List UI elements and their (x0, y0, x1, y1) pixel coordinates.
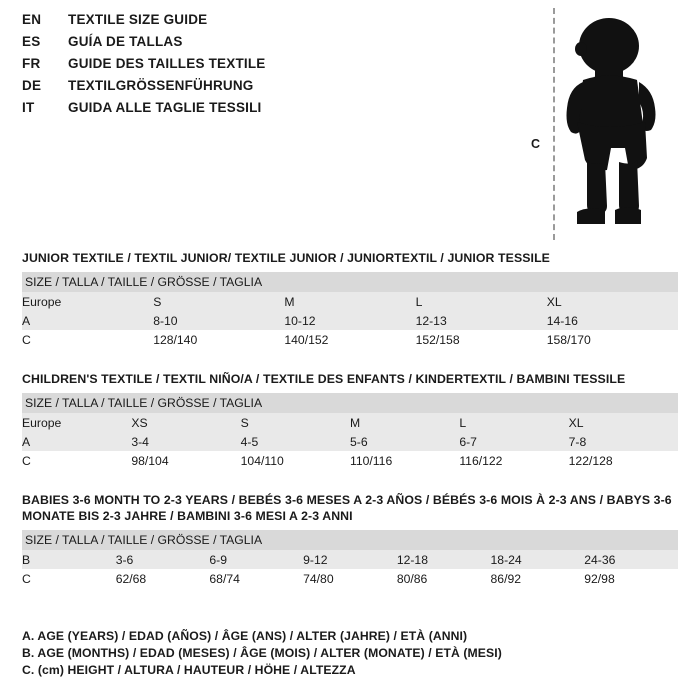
column-size: M (284, 292, 415, 311)
cell-value: 6-9 (209, 550, 303, 569)
table-header-row (22, 393, 678, 413)
cell-value: 5-6 (350, 432, 459, 451)
cell-value: 104/110 (241, 451, 350, 470)
table-row (22, 550, 678, 569)
cell-value: 12-13 (416, 311, 547, 330)
table-column-row (22, 292, 678, 311)
cell-value: 24-36 (584, 550, 678, 569)
cell-value: 7-8 (569, 432, 678, 451)
table-row (22, 330, 678, 349)
cell-value: 14-16 (547, 311, 678, 330)
cell-value: 6-7 (459, 432, 568, 451)
babies-size-table (22, 530, 678, 588)
size-header-label: SIZE / TALLA / TAILLE / GRÖSSE / TAGLIA (22, 530, 678, 550)
junior-size-table (22, 272, 678, 349)
legend-line-a: A. AGE (YEARS) / EDAD (AÑOS) / ÂGE (ANS) / ALTER (JAHRE) / ETÀ (ANNI) (22, 629, 468, 643)
column-header-label: Europe (22, 413, 131, 432)
cell-value: 74/80 (303, 569, 397, 588)
language-row (22, 56, 492, 78)
row-label: C (22, 330, 153, 349)
language-code: ES (22, 34, 41, 49)
cell-value: 8-10 (153, 311, 284, 330)
legend-line-c: C. (cm) HEIGHT / ALTURA / HAUTEUR / HÖHE / ALTEZZA (22, 663, 356, 677)
table-column-row (22, 413, 678, 432)
language-code: DE (22, 78, 42, 93)
column-size: XL (547, 292, 678, 311)
language-row (22, 12, 492, 34)
language-code: IT (22, 100, 35, 115)
section-children (22, 371, 678, 470)
height-figure (505, 8, 690, 240)
language-code: FR (22, 56, 41, 71)
cell-value: 68/74 (209, 569, 303, 588)
cell-value: 92/98 (584, 569, 678, 588)
cell-value: 152/158 (416, 330, 547, 349)
legend-line-b: B. AGE (MONTHS) / EDAD (MESES) / ÂGE (MOIS) / ALTER (MONATE) / ETÀ (MESI) (22, 646, 502, 660)
table-row (22, 311, 678, 330)
cell-value: 110/116 (350, 451, 459, 470)
language-title: TEXTILGRÖSSENFÜHRUNG (68, 78, 254, 93)
table-header-row (22, 530, 678, 550)
cell-value: 98/104 (131, 451, 240, 470)
cell-value: 116/122 (459, 451, 568, 470)
table-row (22, 432, 678, 451)
row-label: C (22, 451, 131, 470)
cell-value: 4-5 (241, 432, 350, 451)
cell-value: 80/86 (397, 569, 491, 588)
section-junior (22, 250, 678, 349)
language-title: TEXTILE SIZE GUIDE (68, 12, 208, 27)
row-label: B (22, 550, 116, 569)
cell-value: 3-4 (131, 432, 240, 451)
cell-value: 12-18 (397, 550, 491, 569)
cell-value: 158/170 (547, 330, 678, 349)
children-size-table (22, 393, 678, 470)
language-row (22, 34, 492, 56)
cell-value: 62/68 (116, 569, 210, 588)
column-size: S (241, 413, 350, 432)
size-header-label: SIZE / TALLA / TAILLE / GRÖSSE / TAGLIA (22, 272, 678, 292)
cell-value: 86/92 (491, 569, 585, 588)
cell-value: 128/140 (153, 330, 284, 349)
table-header-row (22, 272, 678, 292)
cell-value: 9-12 (303, 550, 397, 569)
cell-value: 10-12 (284, 311, 415, 330)
language-title: GUIDE DES TAILLES TEXTILE (68, 56, 266, 71)
row-label: C (22, 569, 116, 588)
section-title: BABIES 3-6 MONTH TO 2-3 YEARS / BEBÉS 3-6 MESES A 2-3 AÑOS / BÉBÉS 3-6 MOIS À 2-3 ANS / BABYS 3-6 MONATE BIS 2-3 JAHRE / BAMBINI 3-6 MESI A 2-3 ANNI (22, 493, 672, 523)
column-size: XS (131, 413, 240, 432)
row-label: A (22, 311, 153, 330)
cell-value: 3-6 (116, 550, 210, 569)
language-title: GUIDA ALLE TAGLIE TESSILI (68, 100, 262, 115)
height-measure-label: C (531, 137, 541, 151)
column-size: M (350, 413, 459, 432)
column-header-label: Europe (22, 292, 153, 311)
language-row (22, 78, 492, 100)
section-babies (22, 492, 678, 588)
language-title-block (22, 12, 492, 122)
language-code: EN (22, 12, 42, 27)
section-title: JUNIOR TEXTILE / TEXTIL JUNIOR/ TEXTILE JUNIOR / JUNIORTEXTIL / JUNIOR TESSILE (22, 251, 550, 265)
language-row (22, 100, 492, 122)
cell-value: 122/128 (569, 451, 678, 470)
size-header-label: SIZE / TALLA / TAILLE / GRÖSSE / TAGLIA (22, 393, 678, 413)
column-size: XL (569, 413, 678, 432)
baby-silhouette-icon (549, 16, 669, 238)
legend-block (22, 628, 682, 679)
section-title: CHILDREN'S TEXTILE / TEXTIL NIÑO/A / TEXTILE DES ENFANTS / KINDERTEXTIL / BAMBINI TESSILE (22, 372, 626, 386)
column-size: S (153, 292, 284, 311)
table-row (22, 451, 678, 470)
table-row (22, 569, 678, 588)
column-size: L (459, 413, 568, 432)
cell-value: 140/152 (284, 330, 415, 349)
row-label: A (22, 432, 131, 451)
language-title: GUÍA DE TALLAS (68, 34, 183, 49)
cell-value: 18-24 (491, 550, 585, 569)
column-size: L (416, 292, 547, 311)
